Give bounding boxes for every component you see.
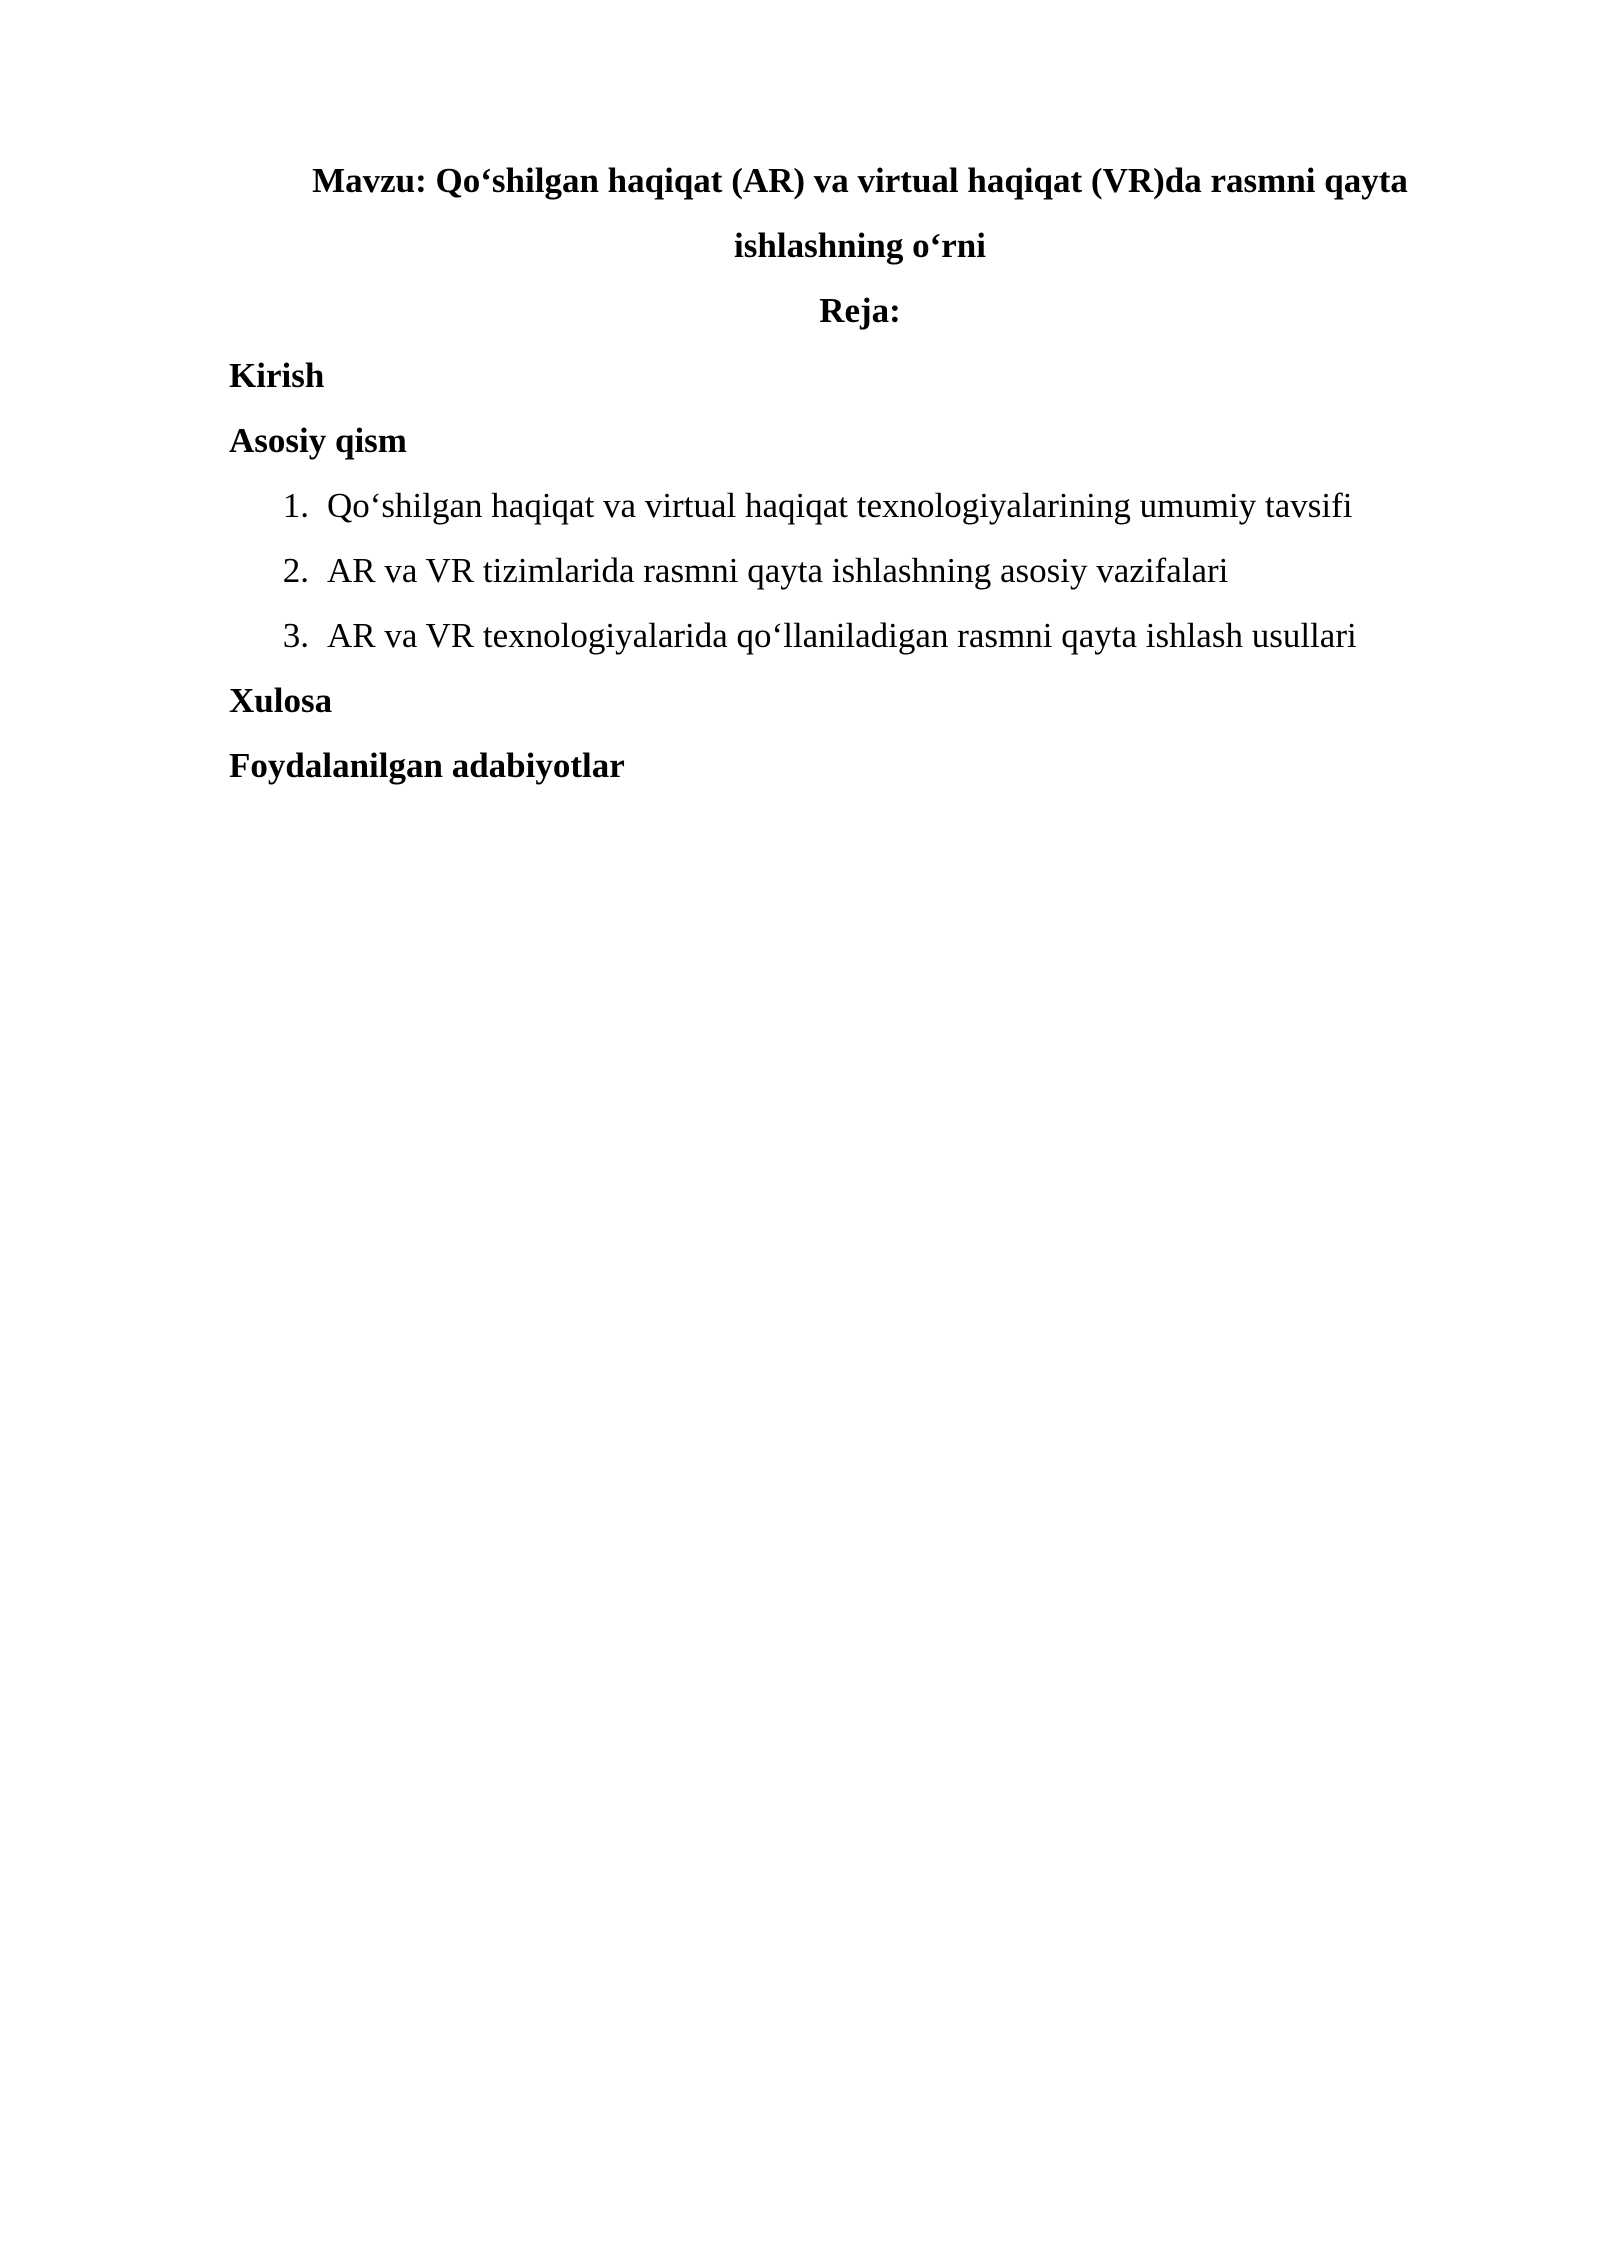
main-items-list (229, 473, 1491, 668)
plan-heading: Reja: (819, 291, 901, 330)
list-item-text: Qo‘shilgan haqiqat va virtual haqiqat texnologiyalarining umumiy tavsifi (327, 486, 1353, 525)
section-intro: Kirish (229, 356, 325, 395)
section-conclusion: Xulosa (229, 681, 333, 720)
section-main: Asosiy qism (229, 421, 407, 460)
list-item (229, 603, 1491, 668)
list-item-number: 2. (282, 551, 309, 590)
list-item-number: 1. (282, 486, 309, 525)
list-item-text: AR va VR tizimlarida rasmni qayta ishlashning asosiy vazifalari (327, 551, 1229, 590)
document-title: Mavzu: Qo‘shilgan haqiqat (AR) va virtual haqiqat (VR)da rasmni qayta ishlashning o‘rni (312, 161, 1408, 265)
list-item (229, 473, 1491, 538)
list-item-text: AR va VR texnologiyalarida qo‘llaniladigan rasmni qayta ishlash usullari (327, 616, 1357, 655)
document-content (229, 148, 1491, 798)
list-item (229, 538, 1491, 603)
list-item-number: 3. (282, 616, 309, 655)
section-references: Foydalanilgan adabiyotlar (229, 746, 625, 785)
